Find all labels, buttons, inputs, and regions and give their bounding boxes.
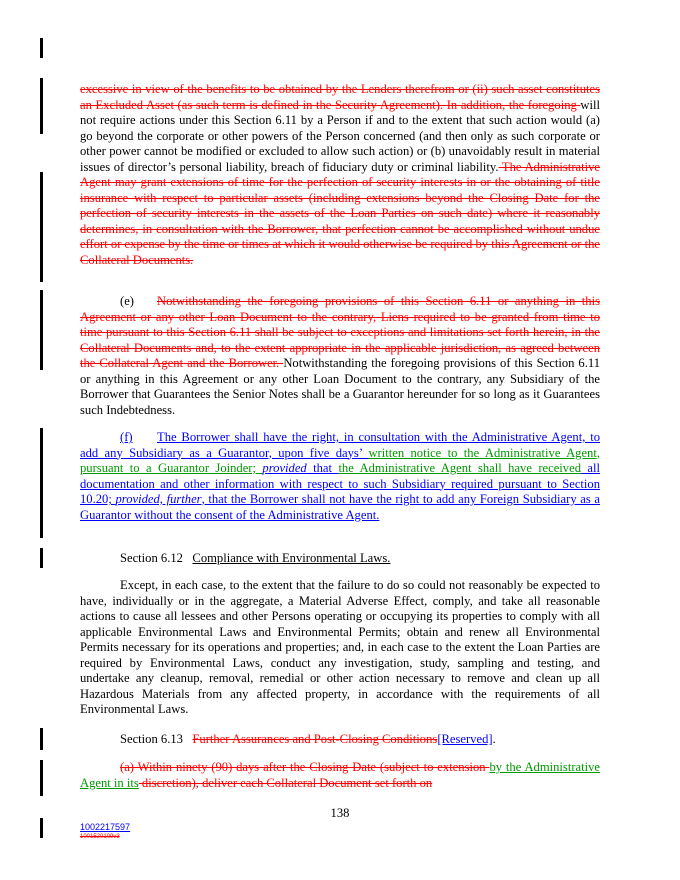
section-label: Section 6.13 [120,732,183,746]
punctuation: . [492,732,496,746]
moved-text: written notice to the Administrative Agent, pursuant to a Guarantor Joinder; [80,445,601,475]
section-title: Compliance with Environmental Laws. [192,551,391,565]
deleted-text: excessive in view of the benefits to be obtained by the Lenders therefrom or (ii) such asset constitutes an Excluded Asset (as such term is defined in the Security Agreement). In addition, the foregoing [80,82,600,112]
moved-text: by the Administrative Agent in its [80,760,600,790]
inserted-text: The Borrower shall have the right, in consultation with the Administrative Agent, to add any Subsidiary as a Guarantor, upon five days’ [80,430,600,460]
deleted-text: (a) Within ninety (90) days after the Closing Date (subject to extension [120,760,490,774]
change-bar [40,38,43,58]
moved-text: the Administrative Agent shall have received [338,461,581,475]
deleted-title: Further Assurances and Post-Closing Conditions [192,732,438,746]
page-number: 138 [330,806,350,820]
paragraph-number: (e) [120,294,134,308]
paragraph-continuation [80,82,600,268]
inserted-text: , that the Borrower shall not have the right to add any Foreign Subsidiary as a Guarantor without the consent of the Administrative Agent. [80,492,600,522]
section-label: Section 6.12 [120,551,183,565]
section-6-13-a [80,760,600,791]
change-bar [40,78,43,134]
deleted-text: The Administrative Agent may grant extensions of time for the perfection of security interests in or the obtaining of title insurance with respect to particular assets (including extensions beyond the Closing Date for the perfection of security interests in the assets of the Loan Parties on such date) where it reasonably determines, in consultation with the Borrower, that perfection cannot be accomplished without undue effort or expense by the time or times at which it would otherwise be required by this Agreement or the Collateral Documents. [80,159,600,267]
change-bar [40,290,43,370]
paragraph-e [80,294,600,418]
old-document-id: 1001520109v3 [80,834,120,840]
body-text: Except, in each case, to the extent that the failure to do so could not reasonably be expected to have, individually or in the aggregate, a Material Adverse Effect, comply, and take all reasonable actions to cause all lessees and other Persons operating or occupying its properties to comply with all applicable Environmental Laws and Environmental Permits; obtain and renew all Environmental Permits necessary for its operations and properties; and, in each case to the extent the Loan Parties are required by Environmental Laws, conduct any investigation, study, sampling and testing, and undertake any cleanup, removal, remedial or other action necessary to remove and clean up all Hazardous Materials from any affected property, in accordance with the requirements of all Environmental Laws. [80,578,600,716]
inserted-text: all documentation and other information with respect to such Subsidiary required pursuant to Section 10.20; [80,461,600,506]
section-6-12-body [80,578,600,718]
change-bar [40,760,43,796]
deleted-text: discretion), deliver each Collateral Document set forth on [138,775,433,790]
change-bar [40,172,43,282]
change-bar [40,818,43,838]
document-id: 1002217597 [80,822,131,832]
inserted-title: [Reserved] [437,732,493,746]
change-bar [40,728,43,750]
body-text: will not require actions under this Section 6.11 by a Person if and to the extent that such action would (a) go beyond the corporate or other powers of the Person concerned (and then only as such corporate or other power cannot be modified or excluded to allow such action) or (b) unavoidably result in material issues of director’s personal liability, breach of fiduciary duty or criminal liability. [80,97,600,174]
inserted-text: provided, further [115,492,202,506]
body-text: Notwithstanding the foregoing provisions of this Section 6.11 or anything in this Agreement or any other Loan Document to the contrary, any Subsidiary of the Borrower that Guarantees the Senior Notes shall be a Guarantor hereunder for so long as it Guarantees such Indebtedness. [80,356,601,417]
paragraph-number: (f) [120,430,133,444]
section-heading-6-12 [80,551,600,567]
paragraph-f [80,430,600,523]
section-heading-6-13 [80,732,600,748]
inserted-text: that [306,461,339,475]
deleted-text: Notwithstanding the foregoing provisions of this Section 6.11 or anything in this Agreement or any other Loan Document to the contrary, Liens required to be granted from time to time pursuant to this Section 6.11 shall be subject to exceptions and limitations set forth herein, in the Collateral Documents and, to the extent appropriate in the applicable jurisdiction, as agreed between the Collateral Agent and the Borrower. [80,294,600,370]
change-bar [40,548,43,568]
change-bar [40,428,43,538]
inserted-text: provided [262,461,307,475]
